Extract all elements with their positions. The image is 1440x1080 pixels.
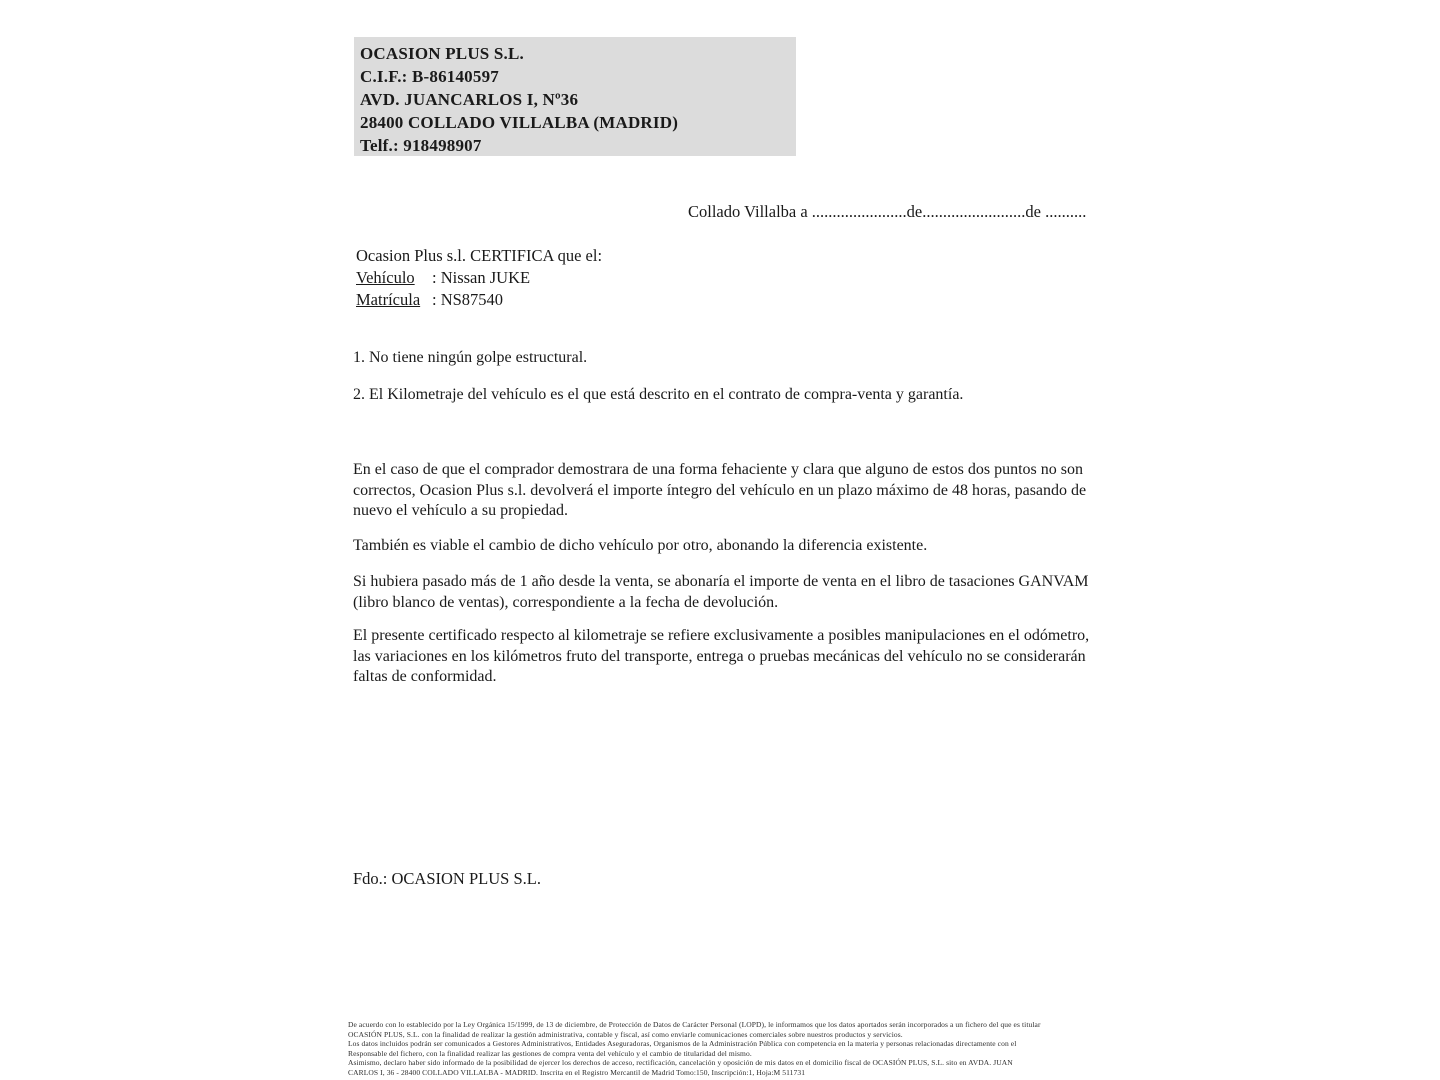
certified-point-1: 1. No tiene ningún golpe estructural. (353, 349, 588, 366)
legal-footer (348, 1020, 1108, 1077)
certifica-intro: Ocasion Plus s.l. CERTIFICA que el: (356, 246, 603, 265)
legal-footer-line: Responsable del fichero, con la finalidad realizar las gestiones de compra venta del vehículo y el cambio de titularidad del mismo. (348, 1048, 752, 1058)
vehicle-value: : Nissan JUKE (432, 268, 531, 287)
company-phone: Telf.: 918498907 (360, 136, 482, 155)
company-cif: C.I.F.: B-86140597 (360, 67, 499, 86)
exchange-paragraph: También es viable el cambio de dicho vehículo por otro, abonando la diferencia existente. (353, 537, 928, 554)
vehicle-label: Vehículo (356, 268, 415, 287)
certified-point-2: 2. El Kilometraje del vehículo es el que está descrito en el contrato de compra-venta y garantía. (353, 386, 964, 403)
odometer-paragraph: El presente certificado respecto al kilometraje se refiere exclusivamente a posibles manipulaciones en el odómetro, las variaciones en los kilómetros fruto del transporte, entrega o pruebas mecánicas del vehículo no se considerarán faltas de conformidad. (353, 627, 1090, 685)
company-address: AVD. JUANCARLOS I, Nº36 (360, 90, 579, 109)
company-city: 28400 COLLADO VILLALBA (MADRID) (360, 113, 679, 132)
legal-footer-line: De acuerdo con lo establecido por la Ley Orgánica 15/1999, de 13 de diciembre, de Protección de Datos de Carácter Personal (LOPD), le informamos que los datos aportados serán incorporados a un fichero del que es titular (348, 1020, 1041, 1029)
certification-header (356, 245, 602, 311)
letterhead-block (354, 37, 796, 156)
signature-line: Fdo.: OCASION PLUS S.L. (353, 869, 541, 888)
refund-paragraph: En el caso de que el comprador demostrara de una forma fehaciente y clara que alguno de estos dos puntos no son correctos, Ocasion Plus s.l. devolverá el importe íntegro del vehículo en un plazo máximo de 48 horas, pasando de nuevo el vehículo a su propiedad. (353, 461, 1087, 519)
date-line: Collado Villalba a .......................de.........................de .......... (688, 202, 1087, 221)
legal-footer-line: CARLOS I, 36 - 28400 COLLADO VILLALBA - MADRID. Inscrita en el Registro Mercantil de Madrid Tomo:150, Inscripción:1, Hoja:M 511731 (348, 1067, 806, 1077)
company-name: OCASION PLUS S.L. (360, 44, 524, 63)
plate-row (356, 289, 602, 311)
ganvam-paragraph: Si hubiera pasado más de 1 año desde la venta, se abonaría el importe de venta en el libro de tasaciones GANVAM (libro blanco de ventas), correspondiente a la fecha de devolución. (353, 573, 1089, 611)
plate-value: : NS87540 (432, 290, 504, 309)
legal-footer-line: Asimismo, declaro haber sido informado de la posibilidad de ejercer los derechos de acceso, rectificación, cancelación y oposición de mis datos en el domicilio fiscal de OCASIÓN PLUS, S.L. sito en AVDA. JUAN (348, 1058, 1013, 1067)
plate-label: Matrícula (356, 290, 421, 309)
legal-footer-line: Los datos incluidos podrán ser comunicados a Gestores Administrativos, Entidades Aseguradoras, Organismos de la Administración Pública con competencia en la materia y personas relacionadas directamente con el (348, 1039, 1017, 1048)
vehicle-row (356, 267, 602, 289)
legal-footer-line: OCASIÓN PLUS, S.L. con la finalidad de realizar la gestión administrativa, contable y fiscal, así como enviarle comunicaciones comerciales sobre nuestros productos y servicios. (348, 1029, 903, 1039)
